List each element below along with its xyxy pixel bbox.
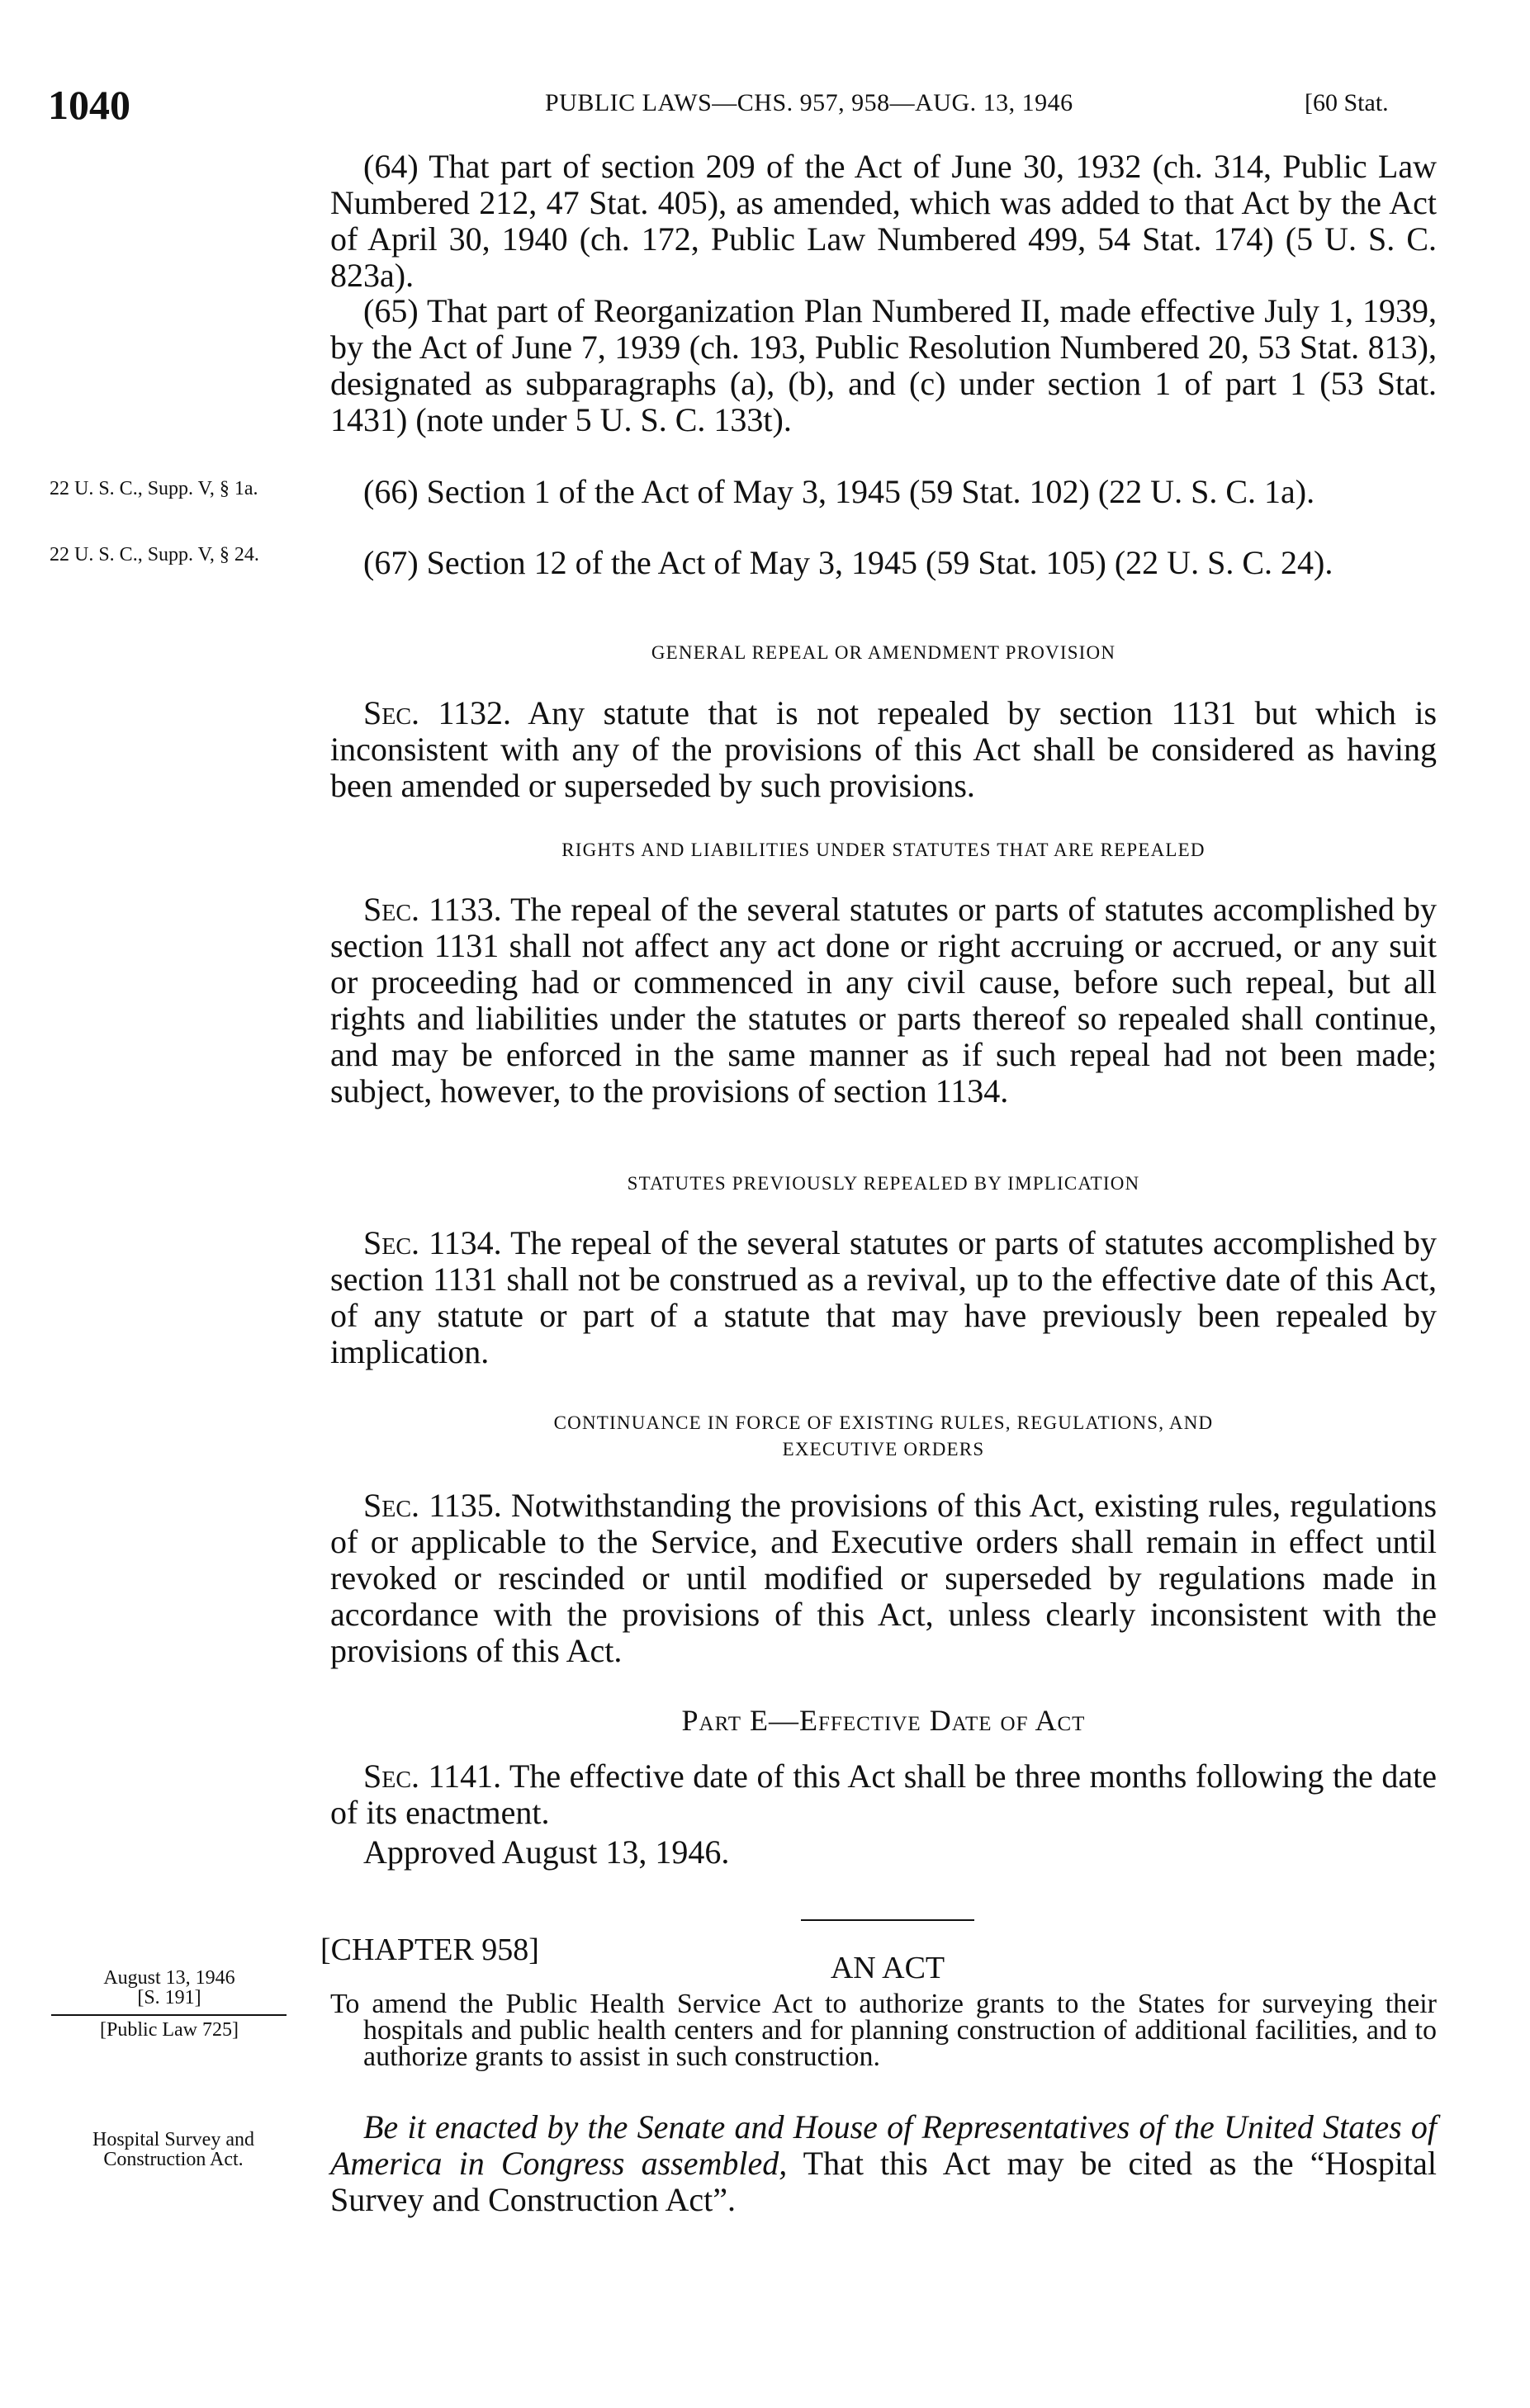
margin-note-short-title: Hospital Survey and Construction Act. xyxy=(92,2129,254,2170)
section-1141 xyxy=(330,1758,1437,1831)
running-head: PUBLIC LAWS—CHS. 957, 958—AUG. 13, 1946 xyxy=(545,89,1073,116)
heading-rights-liabilities: RIGHTS AND LIABILITIES UNDER STATUTES THAT ARE REPEALED xyxy=(561,840,1206,860)
paragraph-66-text: (66) Section 1 of the Act of May 3, 1945 (59 Stat. 102) (22 U. S. C. 1a). xyxy=(363,473,1315,510)
act-purpose-text: To amend the Public Health Service Act to authorize grants to the States for surveying their hospitals and public health centers and for planning construction of additional facilities, and to authorize grants to assist in such construction. xyxy=(330,1989,1437,2072)
approved-text: Approved August 13, 1946. xyxy=(363,1833,730,1871)
section-1134-label: Sec. 1134. xyxy=(363,1224,502,1261)
paragraph-65-text: (65) That part of Reorganization Plan Numbered II, made effective July 1, 1939, by the Act of June 7, 1939 (ch. 193, Public Resolution Numbered 20, 53 Stat. 813), designated as subparagraphs (a), (b), and (c) under section 1 of part 1 (53 Stat. 1431) (note under 5 U. S. C. 133t). xyxy=(330,292,1437,438)
page-number: 1040 xyxy=(48,82,130,128)
section-1141-label: Sec. 1141. xyxy=(363,1758,502,1795)
section-1132 xyxy=(330,695,1437,804)
margin-note-public-law: [Public Law 725] xyxy=(100,2019,239,2041)
margin-note-date-line: August 13, 1946 xyxy=(103,1967,235,1989)
paragraph-66 xyxy=(330,474,1437,510)
heading-continuance xyxy=(330,1410,1437,1463)
heading-previously-repealed: STATUTES PREVIOUSLY REPEALED BY IMPLICATION xyxy=(627,1173,1140,1194)
section-1135-label: Sec. 1135. xyxy=(363,1487,502,1524)
section-1134-text: The repeal of the several statutes or parts of statutes accomplished by section 1131 shall not be construed as a revival, up to the effective date of this Act, of any statute or part of a statute that may have previously been repealed by implication. xyxy=(330,1224,1438,1370)
section-1141-text: The effective date of this Act shall be three months following the date of its enactment. xyxy=(330,1758,1437,1831)
paragraph-64 xyxy=(330,149,1437,294)
act-title: AN ACT xyxy=(830,1951,945,1985)
section-1133-label: Sec. 1133. xyxy=(363,891,502,928)
volume-citation: [60 Stat. xyxy=(1305,89,1389,116)
heading-continuance-line1: CONTINUANCE IN FORCE OF EXISTING RULES, REGULATIONS, AND xyxy=(553,1412,1214,1433)
margin-note-22-usc-24: 22 U. S. C., Supp. V, § 24. xyxy=(50,544,259,565)
margin-note-22-usc-1a: 22 U. S. C., Supp. V, § 1a. xyxy=(50,478,258,499)
section-1132-label: Sec. 1132. xyxy=(363,694,511,731)
chapter-label: [CHAPTER 958] xyxy=(320,1933,539,1967)
enacting-clause-italic: Be it enacted by the Senate and House of Representatives of the United States of America in Congress assembled, xyxy=(330,2108,1437,2182)
heading-continuance-line2: EXECUTIVE ORDERS xyxy=(782,1439,985,1459)
margin-note-date xyxy=(50,1968,289,2008)
paragraph-64-text: (64) That part of section 209 of the Act of June 30, 1932 (ch. 314, Public Law Numbered 212, 47 Stat. 405), as amended, which was added to that Act by the Act of April 30, 1940 (ch. 172, Public Law Numbered 499, 54 Stat. 174) (5 U. S. C. 823a). xyxy=(330,148,1437,294)
section-1132-text: Any statute that is not repealed by section 1131 but which is inconsistent with any of the provisions of this Act shall be considered as having been amended or superseded by such provisions. xyxy=(330,694,1438,804)
paragraph-67 xyxy=(330,545,1437,581)
section-1135-text: Notwithstanding the provisions of this Act, existing rules, regulations of or applicable to the Service, and Executive orders shall remain in effect until revoked or rescinded or until modified or superseded by regulations made in accordance with the provisions of this Act, unless clearly inconsistent with the provisions of this Act. xyxy=(330,1487,1438,1669)
part-e-heading: Part E—Effective Date of Act xyxy=(681,1704,1086,1737)
enacting-clause xyxy=(330,2109,1437,2218)
heading-general-repeal: GENERAL REPEAL OR AMENDMENT PROVISION xyxy=(651,642,1116,663)
section-1135 xyxy=(330,1488,1437,1669)
paragraph-67-text: (67) Section 12 of the Act of May 3, 1945 (59 Stat. 105) (22 U. S. C. 24). xyxy=(363,544,1333,581)
enacting-clause-rest: That this Act may be cited as the “Hospital Survey and Construction Act”. xyxy=(330,2145,1437,2218)
approval-line xyxy=(330,1834,1437,1871)
margin-note-rule xyxy=(51,2014,287,2016)
section-1134 xyxy=(330,1225,1437,1370)
separator-rule xyxy=(801,1919,974,1921)
section-1133 xyxy=(330,892,1437,1109)
paragraph-65 xyxy=(330,293,1437,438)
act-purpose xyxy=(330,1991,1437,2070)
margin-note-bill-line: [S. 191] xyxy=(137,1987,201,2008)
section-1133-text: The repeal of the several statutes or parts of statutes accomplished by section 1131 shall not affect any act done or right accruing or accrued, or any suit or proceeding had or commenced in any civil cause, before such repeal, but all rights and liabilities under the statutes or parts thereof so repealed shall continue, and may be enforced in the same manner as if such repeal had not been made; subject, however, to the provisions of section 1134. xyxy=(330,891,1438,1109)
